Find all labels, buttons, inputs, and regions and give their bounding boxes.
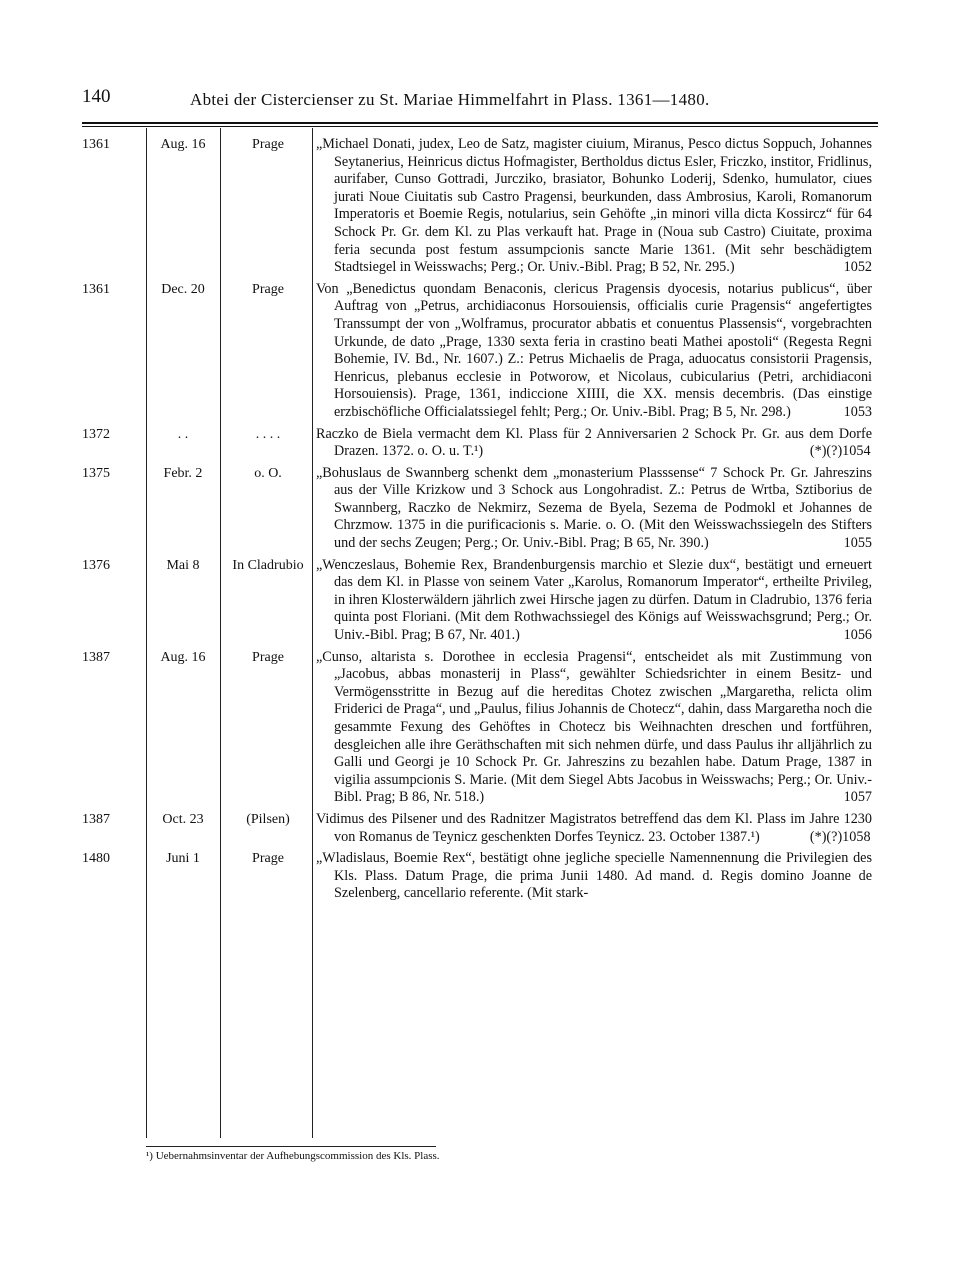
- entry-number: 1053: [843, 403, 872, 420]
- entry-text: „Wladislaus, Boemie Rex“, bestätigt ohne jegliche specielle Namennennung die Privilegien des Kls. Plass. Datum Prage, die prima Junii 1480. Ad mand. d. Regis domino Joanne de Szelenberg, cancellario referente. (Mit stark-: [316, 850, 872, 902]
- footnote: ¹) Uebernahmsinventar der Aufhebungscommission des Kls. Plass.: [146, 1150, 440, 1162]
- entry-year: 1375: [82, 465, 110, 481]
- entry-place: In Cladrubio: [232, 557, 304, 573]
- entry-place: . . . .: [255, 426, 281, 442]
- entry-1052: [0, 136, 960, 277]
- entry-place: Prage: [252, 649, 284, 665]
- entry-text: „Bohuslaus de Swannberg schenkt dem „monasterium Plasssense“ 7 Schock Pr. Gr. Jahreszins aus der Ville Krizkow und 3 Schock aus Longohradist. Z.: Petrus de Wrtba, Sztiborius de Swannberg, Raczko de Nekmirz, Sezema de Byela, Sezema de Podmokl et Johannes de Chrzmow. 1375 in die purificacionis s. Marie. o. O. (Mit den Weisswachssiegeln des Stifters und der sechs Zeugen; Perg.; Or. Univ.-Bibl. Prag; B 65, Nr. 390.) 1055: [316, 464, 872, 552]
- entry-place: (Pilsen): [246, 811, 290, 827]
- entry-text: „Cunso, altarista s. Dorothee in ecclesia Pragensi“, entscheidet als mit Zustimmung von „Jacobus, abbas monasterij in Plass“, gewählter Schiedsrichter in einem Besitz- und Vermögensstritte in Bezug auf die hereditas Chotez zwischen „Margaretha, relicta olim Friderici de Praga“, und „Paulus, filius Johannis de Chotecz“, dahin, dass Margaretha noch die gesammte Fexung des Gehöftes in Chotecz bis Weihnachten dreschen und fortführen, desgleichen alle ihre Geräthschaften mit sich nehmen dürfe, und dass Paulus ihr alljährlich zu Galli und Georgi je 10 Schock Pr. Gr. Jahreszins zu bezahlen habe. Datum Prage, 1387 in vigilia assumpcionis S. Marie. (Mit dem Siegel Abts Jacobus in Weisswachs; Perg.; Or. Univ.-Bibl. Prag; B 86, Nr. 518.) 1057: [316, 648, 872, 806]
- entry-date: Oct. 23: [162, 811, 204, 827]
- entry-year: 1387: [82, 649, 110, 665]
- page-number: 140: [82, 86, 111, 107]
- entry-text: „Wenczeslaus, Bohemie Rex, Brandenburgensis marchio et Slezie dux“, bestätigt und erneuert das dem Kl. in Plasse von seinem Vater „Karolus, Romanorum Imperator“, ertheilte Privileg, in ihren Klosterwäldern jährlich zwei Hirsche jagen zu dürfen. Datum in Cladrubio, 1376 feria quinta post Floriani. (Mit dem Rothwachssiegel des Königs auf Weisswachsgrund; Perg.; Or. Univ.-Bibl. Prag; B 67, Nr. 401.) 1056: [316, 556, 872, 644]
- entry-1055: [0, 465, 960, 553]
- footnote-rule: [146, 1146, 436, 1147]
- entry-place: Prage: [252, 137, 284, 152]
- entry-1058: [0, 811, 960, 846]
- header-rule-thin: [82, 126, 878, 127]
- entry-date: Dec. 20: [161, 281, 205, 297]
- entry-year: 1361: [82, 281, 110, 297]
- entry-year: 1480: [82, 851, 110, 867]
- entry-number: 1056: [843, 627, 872, 644]
- entry-year: 1361: [82, 137, 110, 152]
- entry-text: Vidimus des Pilsener und des Radnitzer Magistratos betreffend das dem Kl. Plass im Jahre 1230 von Romanus de Teynicz geschenkten Dorfes Teynicz. 23. October 1387.¹) (*)(?)1058: [316, 810, 872, 845]
- entry-text: Von „Benedictus quondam Benaconis, clericus Pragensis dyocesis, notarius publicus“, über Auftrag von „Petrus, archidiaconus Horsouiensis, officialis curie Pragensis“ angefertigtes Transsumpt der von „Wolframus, procurator abbatis et conuentus Plassensis“, vorgebrachten Urkunde, de dato „Prage, 1330 sexta feria in crastino beati Mathei apostoli“ (Regesta Regni Bohemie, IV. Bd., Nr. 1607.) Z.: Petrus Michaelis de Praga, aduocatus consistorii Pragensis, Henricus, plebanus ecclesie in Potworow, et Nicolaus, cubicularius (Petri, archidiaconi Horsouiensis). Prage, 1361, indiccione XIIII, die XX. mensis decembris. (Das einstige erzbischöfliche Officialatssiegel fehlt; Perg.; Or. Univ.-Bibl. Prag; B 5, Nr. 298.) 1053: [316, 280, 872, 420]
- entry-date: Juni 1: [166, 851, 200, 867]
- regesta-entries: [0, 136, 960, 903]
- entry-number: (*)(?)1054: [809, 443, 871, 460]
- entry-date: . .: [177, 426, 189, 442]
- entry-date: Aug. 16: [160, 137, 206, 152]
- entry-year: 1387: [82, 811, 110, 827]
- entry-1053: [0, 281, 960, 422]
- header-rule: [82, 122, 878, 124]
- entry-date: Mai 8: [166, 557, 200, 573]
- entry-text: „Michael Donati, judex, Leo de Satz, magister ciuium, Miranus, Pesco dictus Soppuch, Johannes Seytanerius, Heinricus dictus Hofmagister, Bertholdus dictus Esler, Friczko, institor, Fridlinus, aurifaber, Cunso Gottradi, Jurcziko, brasiator, Bohunko Loderij, Sdenko, humulator, ciues jurati Noue Ciuitatis sub Castro Pragensi, beurkunden, dass Ambrosius, Karoli, Romanorum Imperatoris et Boemie Regis, notularius, sein Gehöfte „in minori villa dicta Kossircz“ für 64 Schock Pr. Gr. dem Kl. zu Plas verkauft hat. Prage in (Noua sub Castro) Ciuitate, proxima feria secunda post festum assumpcionis sancte Marie 1361. (Mit sehr beschädigtem Stadtsiegel in Weisswachs; Perg.; Or. Univ.-Bibl. Prag; B 52, Nr. 295.) 1052: [316, 136, 872, 276]
- entry-1057: [0, 649, 960, 807]
- entry-year: 1376: [82, 557, 110, 573]
- entry-place: Prage: [252, 281, 284, 297]
- entry-date: Febr. 2: [163, 465, 203, 481]
- entry-year: 1372: [82, 426, 110, 442]
- entry-number: (*)(?)1058: [809, 828, 871, 845]
- entry-1480: [0, 850, 960, 903]
- entry-place: o. O.: [254, 465, 282, 481]
- entry-number: 1057: [843, 789, 872, 806]
- entry-text: Raczko de Biela vermacht dem Kl. Plass für 2 Anniversarien 2 Schock Pr. Gr. aus dem Dorfe Drazen. 1372. o. O. u. T.¹) (*)(?)1054: [316, 425, 872, 460]
- entry-number: 1055: [843, 535, 872, 552]
- entry-number: 1052: [843, 259, 872, 276]
- entry-1054: [0, 426, 960, 461]
- entry-date: Aug. 16: [160, 649, 206, 665]
- entry-place: Prage: [252, 851, 284, 867]
- page-title: Abtei der Cistercienser zu St. Mariae Himmelfahrt in Plass. 1361—1480.: [190, 90, 710, 109]
- entry-1056: [0, 557, 960, 645]
